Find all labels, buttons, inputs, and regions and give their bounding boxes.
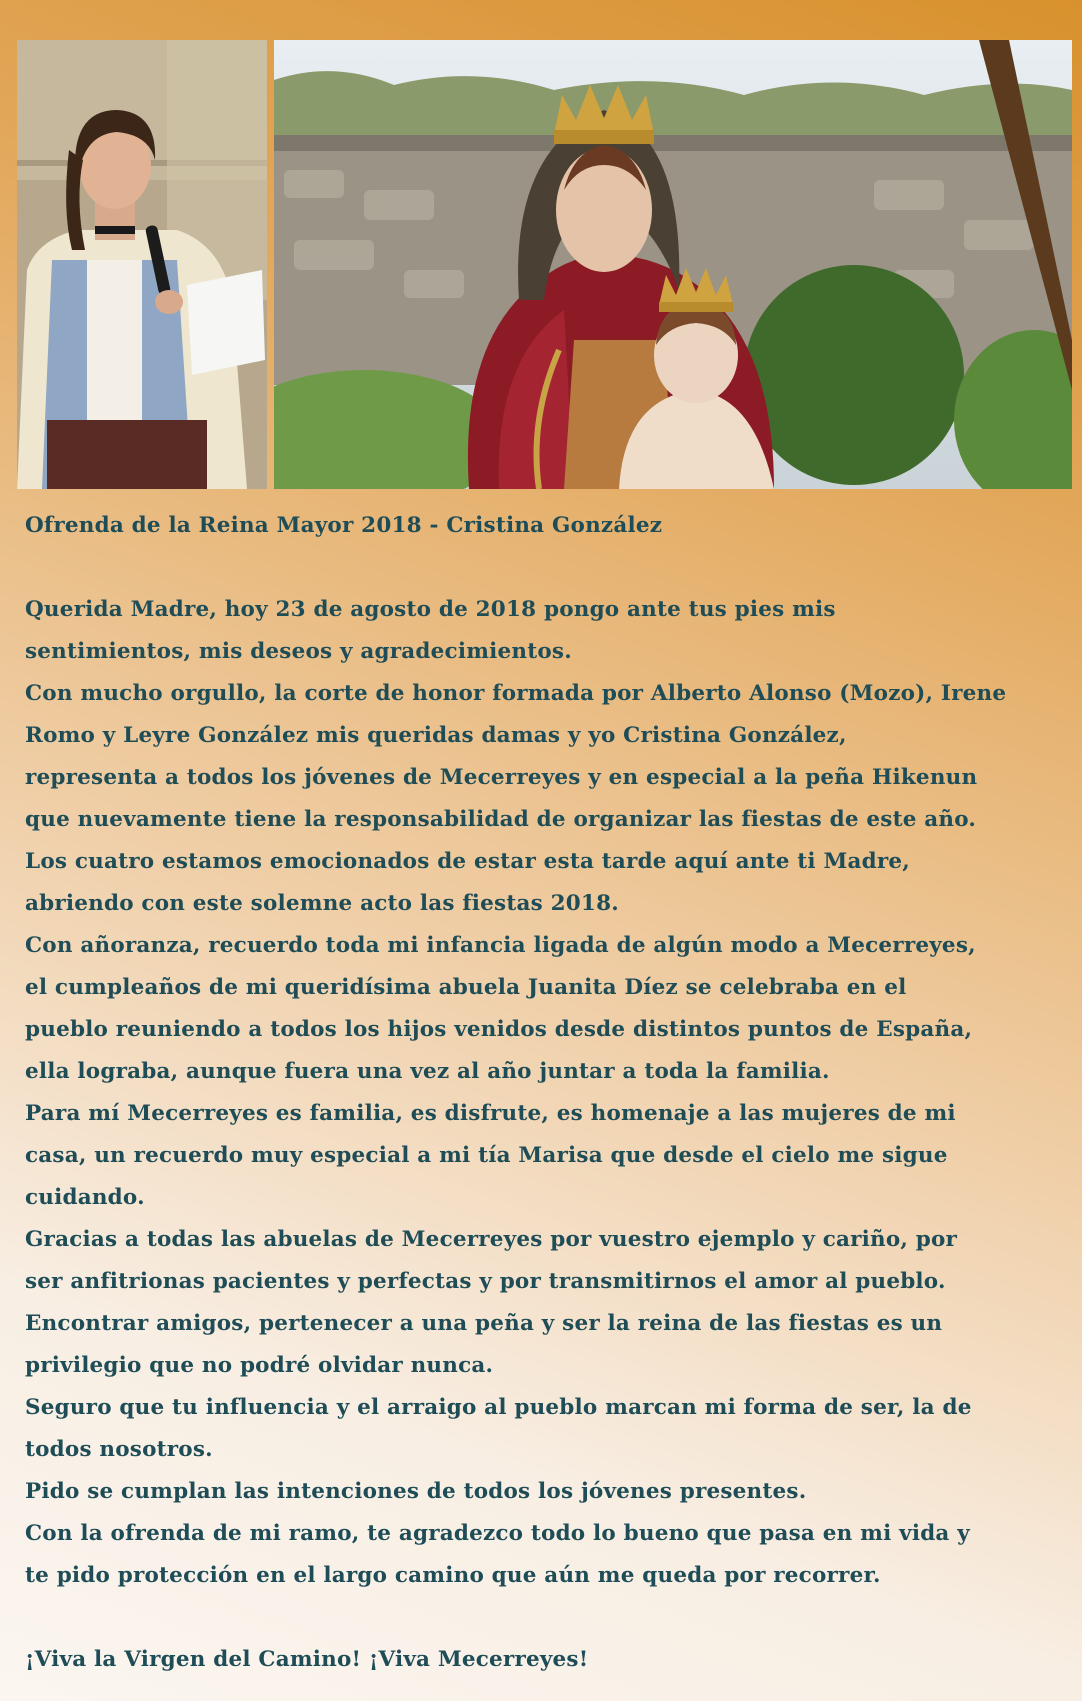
body-line: cuidando. [25, 1185, 145, 1210]
body-line: que nuevamente tiene la responsabilidad de organizar las fiestas de este año. [25, 807, 977, 832]
body-line: sentimientos, mis deseos y agradecimientos. [25, 639, 572, 664]
body-line: abriendo con este solemne acto las fiestas 2018. [25, 891, 619, 916]
photo-strip [17, 40, 1072, 489]
body-line: Con mucho orgullo, la corte de honor formada por Alberto Alonso (Mozo), Irene [25, 681, 1007, 706]
ofrenda-title: Ofrenda de la Reina Mayor 2018 - Cristina González [25, 513, 663, 538]
body-line: casa, un recuerdo muy especial a mi tía Marisa que desde el cielo me sigue [25, 1143, 948, 1168]
body-line: todos nosotros. [25, 1437, 213, 1462]
body-line: representa a todos los jóvenes de Mecerreyes y en especial a la peña Hikenun [25, 765, 978, 790]
body-line: Seguro que tu influencia y el arraigo al pueblo marcan mi forma de ser, la de [25, 1395, 972, 1420]
body-line: Pido se cumplan las intenciones de todos los jóvenes presentes. [25, 1479, 807, 1504]
body-line: pueblo reuniendo a todos los hijos venidos desde distintos puntos de España, [25, 1017, 973, 1042]
body-line: Los cuatro estamos emocionados de estar esta tarde aquí ante ti Madre, [25, 849, 910, 874]
body-line: privilegio que no podré olvidar nunca. [25, 1353, 494, 1378]
body-line: Con añoranza, recuerdo toda mi infancia ligada de algún modo a Mecerreyes, [25, 933, 976, 958]
body-line: Para mí Mecerreyes es familia, es disfrute, es homenaje a las mujeres de mi [25, 1101, 956, 1126]
ofrenda-text [25, 505, 1065, 1681]
body-line: Con la ofrenda de mi ramo, te agradezco todo lo bueno que pasa en mi vida y [25, 1521, 970, 1546]
body-line: ella lograba, aunque fuera una vez al año juntar a toda la familia. [25, 1059, 830, 1084]
ofrenda-closing: ¡Viva la Virgen del Camino! ¡Viva Mecerreyes! [25, 1647, 589, 1672]
body-line: Encontrar amigos, pertenecer a una peña y ser la reina de las fiestas es un [25, 1311, 943, 1336]
ofrenda-body [25, 589, 1065, 1597]
body-line: el cumpleaños de mi queridísima abuela Juanita Díez se celebraba en el [25, 975, 907, 1000]
body-line: ser anfitrionas pacientes y perfectas y por transmitirnos el amor al pueblo. [25, 1269, 946, 1294]
virgin-statue-photo [274, 40, 1072, 489]
body-line: Romo y Leyre González mis queridas damas y yo Cristina González, [25, 723, 847, 748]
body-line: Querida Madre, hoy 23 de agosto de 2018 pongo ante tus pies mis [25, 597, 836, 622]
body-line: Gracias a todas las abuelas de Mecerreyes por vuestro ejemplo y cariño, por [25, 1227, 958, 1252]
speaker-photo [17, 40, 267, 489]
body-line: te pido protección en el largo camino que aún me queda por recorrer. [25, 1563, 881, 1588]
